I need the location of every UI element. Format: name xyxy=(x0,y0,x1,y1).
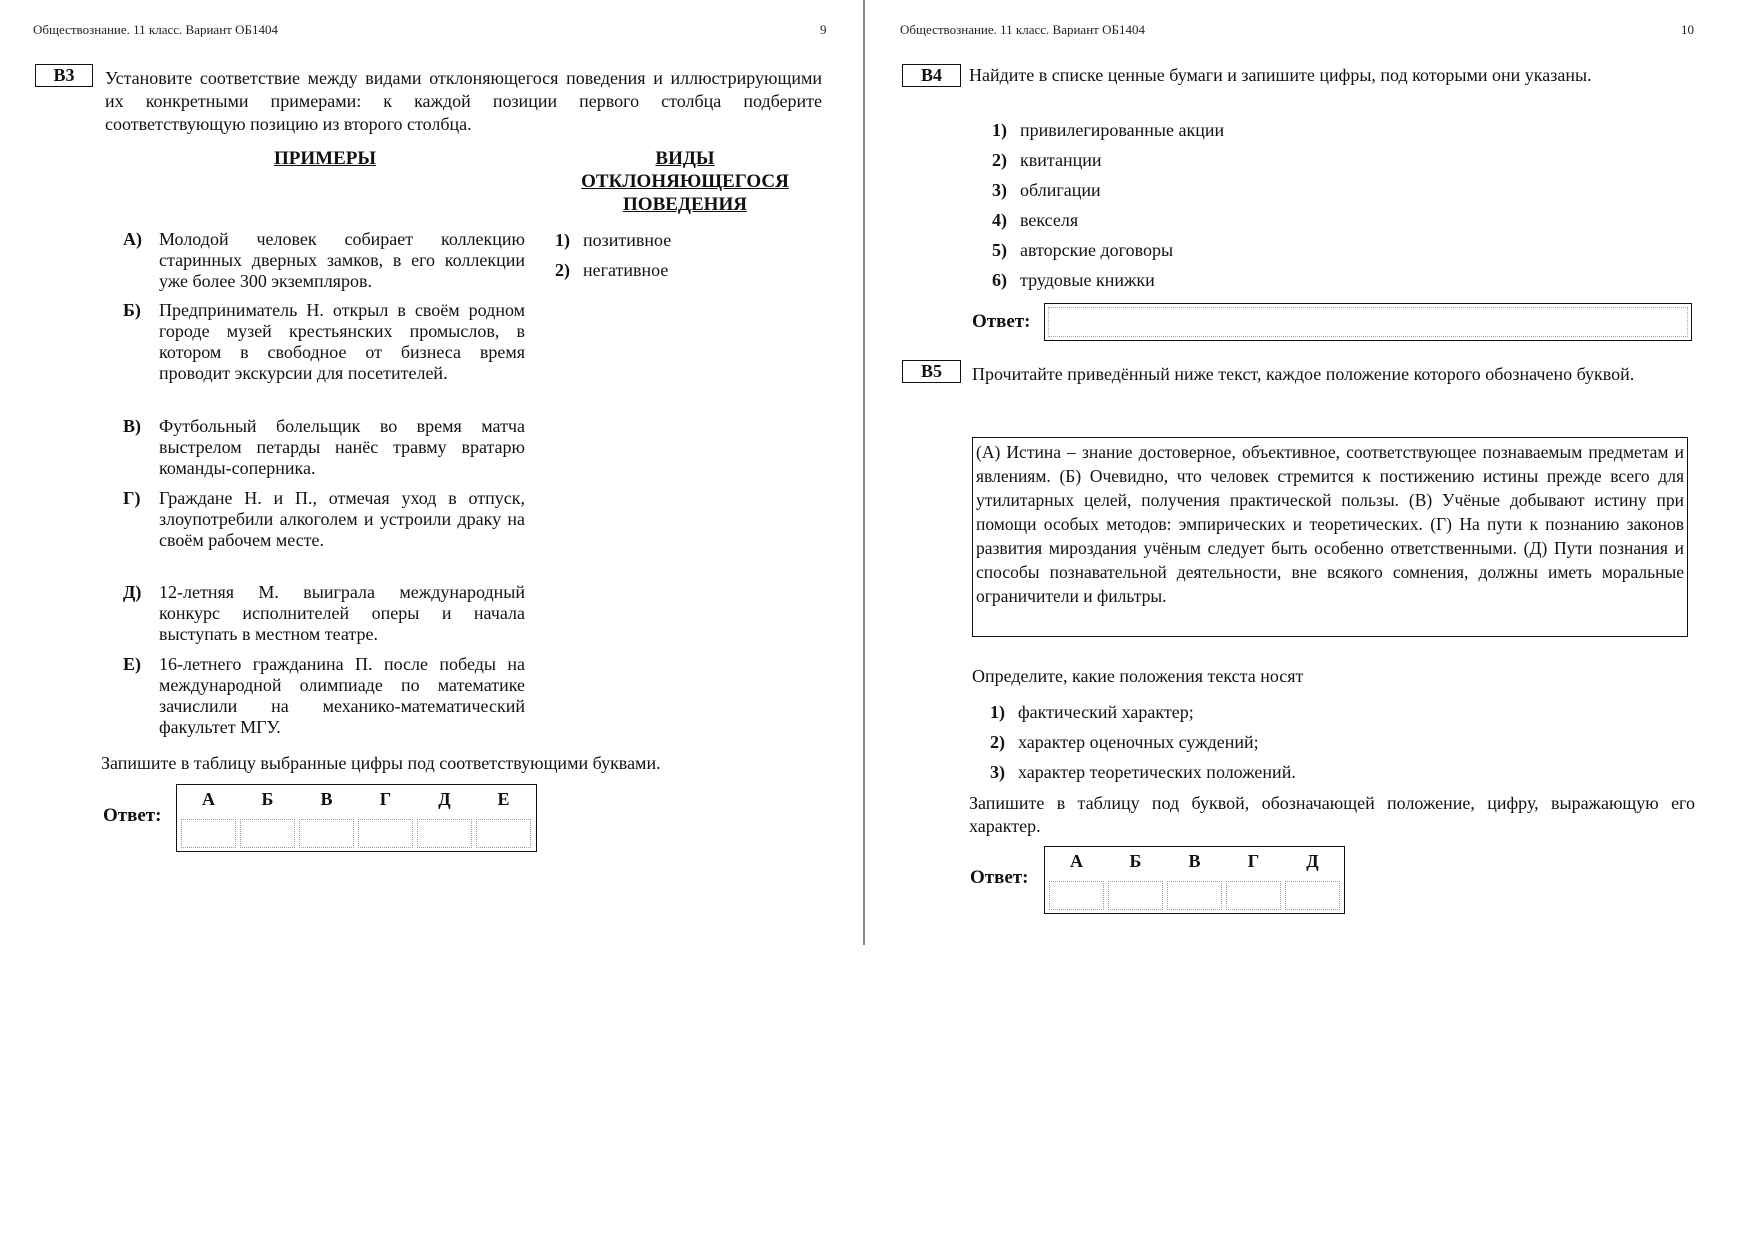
b4-option xyxy=(992,179,1101,201)
option-number: 3) xyxy=(990,762,1005,782)
b4-option xyxy=(992,239,1173,261)
answer-label: Ответ: xyxy=(972,311,1031,332)
task-tag-b4: В4 xyxy=(902,64,961,87)
answer-cell-b[interactable] xyxy=(1108,881,1163,910)
kind-option xyxy=(555,259,668,281)
option-text: облигации xyxy=(1020,180,1101,200)
b5-option xyxy=(990,701,1194,723)
answer-column-letter: Д xyxy=(438,789,451,809)
page-number: 9 xyxy=(820,22,827,37)
option-number: 2) xyxy=(992,150,1007,170)
answer-table-b5 xyxy=(1044,846,1345,914)
example-letter: В) xyxy=(123,416,141,436)
kind-text: негативное xyxy=(583,260,669,280)
answer-table-b3 xyxy=(176,784,537,852)
b5-option xyxy=(990,761,1296,783)
answer-column-letter: В xyxy=(1188,851,1201,871)
right-page xyxy=(866,0,1754,945)
task-b5-question: Определите, какие положения текста носят xyxy=(972,666,1304,686)
answer-cell-v[interactable] xyxy=(299,819,354,848)
example-letter: Д) xyxy=(123,582,142,602)
answer-column-letter: Е xyxy=(497,789,510,809)
answer-cell-g[interactable] xyxy=(1226,881,1281,910)
option-number: 2) xyxy=(990,732,1005,752)
example-text: Предприниматель Н. открыл в своём родном городе музей крестьянских промыслов, в котором в свободное от бизнеса время проводит экскурсии для посетителей. xyxy=(159,300,525,383)
option-number: 4) xyxy=(992,210,1007,230)
b4-option xyxy=(992,149,1101,171)
kind-text: позитивное xyxy=(583,230,672,250)
answer-column-letter: Г xyxy=(379,789,392,809)
option-text: квитанции xyxy=(1020,150,1102,170)
option-text: характер оценочных суждений; xyxy=(1018,732,1259,752)
option-number: 3) xyxy=(992,180,1007,200)
b5-text-box: (А) Истина – знание достоверное, объективное, соответствующее познаваемым предметам и явлениям. (Б) Очевидно, что человек стремится к постижению истины прежде всего для утилитарных целей, получения практической пользы. (В) Учёные добывают истину при помощи особых методов: эмпирических и теоретических. (Г) На пути к познанию законов развития мироздания учёным следует быть особенно ответственными. (Д) Пути познания и способы познавательной деятельности, вне всякого сомнения, должны иметь моральные ограничители и фильтры. xyxy=(972,437,1688,637)
option-number: 1) xyxy=(992,120,1007,140)
answer-column-letter: Б xyxy=(261,789,274,809)
example-item xyxy=(123,582,525,645)
answer-cell-d[interactable] xyxy=(417,819,472,848)
kind-number: 1) xyxy=(555,230,570,250)
task-b5-write-instruction: Запишите в таблицу под буквой, обозначающей положение, цифру, выражающую его характер. xyxy=(969,793,1695,836)
answer-label: Ответ: xyxy=(970,867,1029,888)
b4-option xyxy=(992,269,1155,291)
example-text: 12-летняя М. выиграла международный конкурс исполнителей оперы и начала выступать в местном театре. xyxy=(159,582,525,644)
example-letter: Г) xyxy=(123,488,141,508)
answer-field-b4[interactable] xyxy=(1044,303,1692,341)
b4-option xyxy=(992,119,1224,141)
task-b5-instruction: Прочитайте приведённый ниже текст, каждое положение которого обозначено буквой. xyxy=(972,364,1635,384)
kinds-column-title: ВИДЫ ОТКЛОНЯЮЩЕГОСЯ ПОВЕДЕНИЯ xyxy=(581,148,789,215)
answer-column-letter: В xyxy=(320,789,333,809)
answer-cell-v[interactable] xyxy=(1167,881,1222,910)
example-item xyxy=(123,654,525,738)
answer-cell-e[interactable] xyxy=(476,819,531,848)
page-number: 10 xyxy=(1681,22,1694,37)
option-text: характер теоретических положений. xyxy=(1018,762,1296,782)
answer-column-letter: А xyxy=(202,789,215,809)
answer-label: Ответ: xyxy=(103,805,162,826)
option-number: 6) xyxy=(992,270,1007,290)
answer-cell-d[interactable] xyxy=(1285,881,1340,910)
example-text: Молодой человек собирает коллекцию старинных дверных замков, в его коллекции уже более 300 экземпляров. xyxy=(159,229,525,291)
example-item xyxy=(123,229,525,292)
example-text: Граждане Н. и П., отмечая уход в отпуск, злоупотребили алкоголем и устроили драку на своём рабочем месте. xyxy=(159,488,525,550)
page-header: Обществознание. 11 класс. Вариант ОБ1404 xyxy=(33,22,278,37)
option-text: привилегированные акции xyxy=(1020,120,1225,140)
answer-cell-g[interactable] xyxy=(358,819,413,848)
b5-option xyxy=(990,731,1259,753)
option-text: векселя xyxy=(1020,210,1079,230)
answer-column-letter: Б xyxy=(1129,851,1142,871)
answer-column-letter: Г xyxy=(1247,851,1260,871)
option-text: авторские договоры xyxy=(1020,240,1174,260)
answer-cell-b[interactable] xyxy=(240,819,295,848)
example-item xyxy=(123,488,525,551)
examples-column-title: ПРИМЕРЫ xyxy=(273,148,377,169)
example-text: Футбольный болельщик во время матча выстрелом петарды нанёс травму вратарю команды-соперника. xyxy=(159,416,525,478)
option-number: 1) xyxy=(990,702,1005,722)
example-letter: А) xyxy=(123,229,142,249)
task-b3-write-instruction: Запишите в таблицу выбранные цифры под соответствующими буквами. xyxy=(101,753,661,773)
left-page xyxy=(0,0,862,945)
option-text: трудовые книжки xyxy=(1020,270,1155,290)
example-item xyxy=(123,416,525,479)
page-divider xyxy=(863,0,865,945)
b4-option xyxy=(992,209,1078,231)
answer-column-letter: А xyxy=(1070,851,1083,871)
task-tag-b3: В3 xyxy=(35,64,93,87)
option-text: фактический характер; xyxy=(1018,702,1194,722)
example-letter: Б) xyxy=(123,300,141,320)
example-item xyxy=(123,300,525,384)
page-header: Обществознание. 11 класс. Вариант ОБ1404 xyxy=(900,22,1145,37)
example-text: 16-летнего гражданина П. после победы на международной олимпиаде по математике зачислили на механико-математический факультет МГУ. xyxy=(159,654,525,737)
example-letter: Е) xyxy=(123,654,141,674)
task-b3-instruction: Установите соответствие между видами отклоняющегося поведения и иллюстрирующими их конкретными примерами: к каждой позиции первого столбца подберите соответствующую позицию из второго столбца. xyxy=(105,68,822,134)
task-tag-b5: В5 xyxy=(902,360,961,383)
kind-option xyxy=(555,229,671,251)
answer-column-letter: Д xyxy=(1306,851,1319,871)
kind-number: 2) xyxy=(555,260,570,280)
option-number: 5) xyxy=(992,240,1007,260)
answer-cell-a[interactable] xyxy=(1049,881,1104,910)
task-b4-instruction: Найдите в списке ценные бумаги и запишите цифры, под которыми они указаны. xyxy=(969,65,1592,85)
answer-cell-a[interactable] xyxy=(181,819,236,848)
